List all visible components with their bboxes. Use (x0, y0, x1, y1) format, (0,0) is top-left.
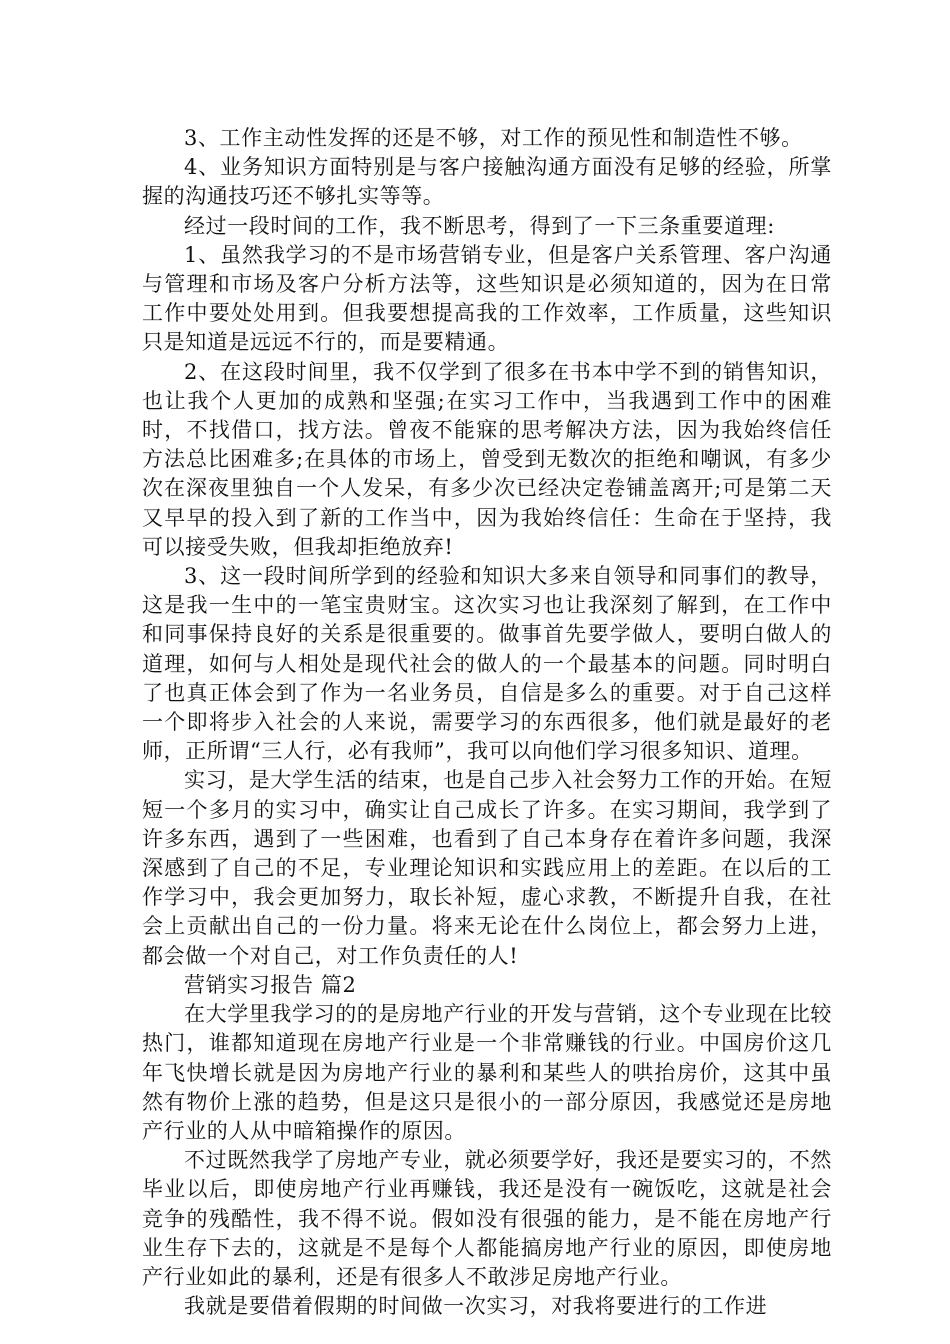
paragraph: 2、在这段时间里，我不仅学到了很多在书本中学不到的销售知识，也让我个人更加的成熟和坚强;在实习工作中，当我遇到工作中的困难时，不找借口，找方法。曾夜不能寐的思考解决方法，因为我始终信任方法总比困难多;在具体的市场上，曾受到无数次的拒绝和嘲讽，有多少次在深夜里独自一个人发呆，有多少次已经决定卷铺盖离开;可是第二天又早早的投入到了新的工作当中，因为我始终信任：生命在于坚持，我可以接受失败，但我却拒绝放弃! (142, 359, 832, 559)
document-page (142, 124, 832, 1321)
paragraph: 实习，是大学生活的结束，也是自己步入社会努力工作的开始。在短短一个多月的实习中，确实让自己成长了许多。在实习期间，我学到了许多东西，遇到了一些困难，也看到了自己本身存在着许多问题，我深深感到了自己的不足，专业理论知识和实践应用上的差距。在以后的工作学习中，我会更加努力，取长补短，虚心求教，不断提升自我，在社会上贡献出自己的一份力量。将来无论在什么岗位上，都会努力上进，都会做一个对自己，对工作负责任的人! (142, 768, 832, 968)
section-title: 营销实习报告 篇2 (184, 972, 357, 997)
paragraph: 不过既然我学了房地产专业，就必须要学好，我还是要实习的，不然毕业以后，即使房地产行业再赚钱，我还是没有一碗饭吃，这就是社会竞争的残酷性，我不得不说。假如没有很强的能力，是不能在房地产行业生存下去的，这就是不是每个人都能搞房地产行业的原因，即使房地产行业如此的暴利，还是有很多人不敢涉足房地产行业。 (142, 1148, 832, 1289)
paragraph: 3、这一段时间所学到的经验和知识大多来自领导和同事们的教导，这是我一生中的一笔宝贵财宝。这次实习也让我深刻了解到，在工作中和同事保持良好的关系是很重要的。做事首先要学做人，要明白做人的道理，如何与人相处是现代社会的做人的一个最基本的问题。同时明白了也真正体会到了作为一名业务员，自信是多么的重要。对于自己这样一个即将步入社会的人来说，需要学习的东西很多，他们就是最好的老师，正所谓“三人行，必有我师”，我可以向他们学习很多知识、道理。 (142, 564, 832, 764)
paragraph: 4、业务知识方面特别是与客户接触沟通方面没有足够的经验，所掌握的沟通技巧还不够扎实等等。 (142, 155, 832, 209)
paragraph: 3、工作主动性发挥的还是不够，对工作的预见性和制造性不够。 (184, 126, 803, 150)
paragraph: 1、虽然我学习的不是市场营销专业，但是客户关系管理、客户沟通与管理和市场及客户分析方法等，这些知识是必须知道的，因为在日常工作中要处处用到。但我要想提高我的工作效率，工作质量，这些知识只是知道是远远不行的，而是要精通。 (142, 242, 832, 355)
paragraph: 在大学里我学习的的是房地产行业的开发与营销，这个专业现在比较热门，谁都知道现在房地产行业是一个非常赚钱的行业。中国房价这几年飞快增长就是因为房地产行业的暴利和某些人的哄抬房价，这其中虽然有物价上涨的趋势，但是这只是很小的一部分原因，我感觉还是房地产行业的人从中暗箱操作的原因。 (142, 1002, 832, 1143)
paragraph: 我就是要借着假期的时间做一次实习，对我将要进行的工作进 (184, 1294, 768, 1319)
paragraph: 经过一段时间的工作，我不断思考，得到了一下三条重要道理: (184, 213, 775, 238)
